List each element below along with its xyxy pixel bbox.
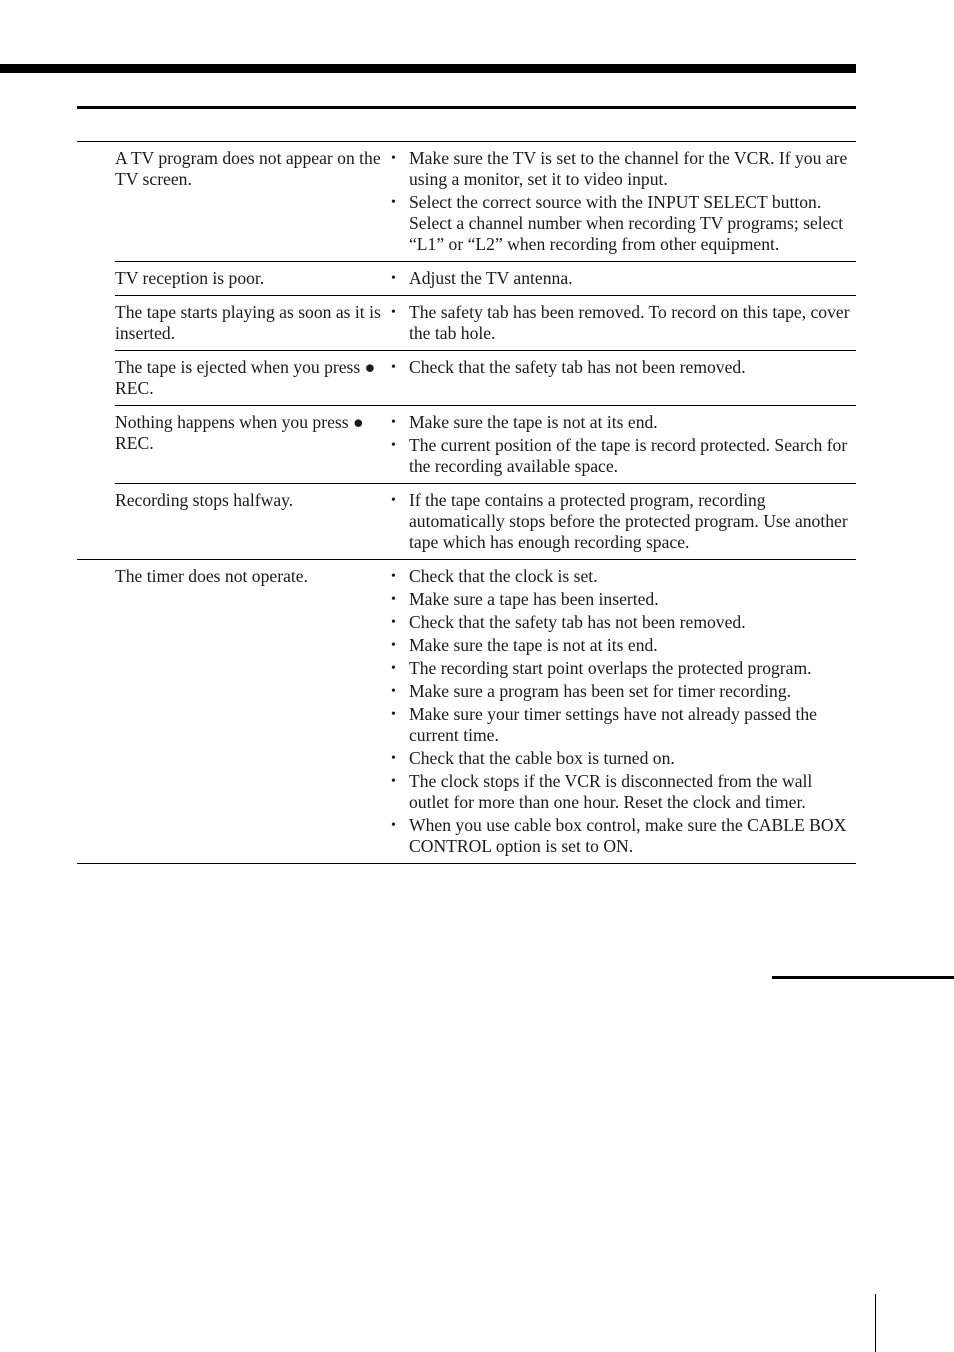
symptom-text: The tape starts playing as soon as it is inserted. — [115, 295, 391, 350]
bullet-icon: • — [391, 707, 396, 722]
remedy-text: Adjust the TV antenna. — [409, 268, 573, 288]
remedy-text: The safety tab has been removed. To record on this tape, cover the tab hole. — [409, 302, 850, 343]
remedy-text: The clock stops if the VCR is disconnected from the wall outlet for more than one hour. Reset the clock and timer. — [409, 771, 813, 812]
remedy-list — [391, 268, 856, 289]
remedy-text: Make sure a program has been set for timer recording. — [409, 681, 792, 701]
remedy-item — [391, 566, 856, 587]
remedy-text: If the tape contains a protected program, recording automatically stops before the protected program. Use another tape which has enough recording space. — [409, 490, 848, 552]
table-row — [77, 261, 856, 295]
bullet-icon: • — [391, 360, 396, 375]
remedy-list — [391, 148, 856, 255]
remedy-list — [391, 490, 856, 553]
bullet-icon: • — [391, 271, 396, 286]
remedy-item — [391, 302, 856, 344]
remedy-cell — [391, 261, 856, 295]
remedy-item — [391, 704, 856, 746]
bullet-icon: • — [391, 592, 396, 607]
remedy-text: Make sure the tape is not at its end. — [409, 412, 658, 432]
bullet-icon: • — [391, 684, 396, 699]
symptom-text: The timer does not operate. — [115, 566, 308, 586]
section-end-rule — [772, 976, 954, 979]
remedy-item — [391, 681, 856, 702]
remedy-text: When you use cable box control, make sure the CABLE BOX CONTROL option is set to ON. — [409, 815, 847, 856]
bullet-icon: • — [391, 195, 396, 210]
symptom-text: TV reception is poor. — [115, 261, 391, 295]
table-row — [77, 295, 856, 350]
bullet-icon: • — [391, 569, 396, 584]
symptom-text: Nothing happens when you press ● REC. — [115, 405, 391, 483]
remedy-item — [391, 815, 856, 857]
bullet-icon: • — [391, 415, 396, 430]
header-thick-rule — [0, 64, 856, 73]
remedy-cell — [391, 350, 856, 405]
symptom-text: The tape is ejected when you press ● REC. — [115, 350, 391, 405]
remedy-cell — [391, 483, 856, 559]
bullet-icon: • — [391, 305, 396, 320]
remedy-item — [391, 612, 856, 633]
remedy-item — [391, 635, 856, 656]
remedy-list — [391, 357, 856, 378]
remedy-list — [391, 412, 856, 477]
bullet-icon: • — [391, 818, 396, 833]
table-section — [77, 141, 856, 559]
bullet-icon: • — [391, 661, 396, 676]
remedy-text: Check that the cable box is turned on. — [409, 748, 675, 768]
remedy-item — [391, 771, 856, 813]
bullet-icon: • — [391, 493, 396, 508]
symptom-text: A TV program does not appear on the TV screen. — [115, 148, 381, 189]
table-section — [77, 559, 856, 864]
remedy-cell — [391, 560, 856, 863]
remedy-text: Check that the safety tab has not been removed. — [409, 357, 746, 377]
header-thin-rule — [77, 106, 856, 109]
remedy-item — [391, 748, 856, 769]
table-row — [77, 142, 856, 261]
remedy-text: Make sure the tape is not at its end. — [409, 635, 658, 655]
bullet-icon: • — [391, 751, 396, 766]
remedy-cell — [391, 295, 856, 350]
remedy-text: The recording start point overlaps the protected program. — [409, 658, 812, 678]
remedy-item — [391, 435, 856, 477]
table-row — [77, 405, 856, 483]
remedy-text: Check that the safety tab has not been removed. — [409, 612, 746, 632]
remedy-text: Make sure the TV is set to the channel for the VCR. If you are using a monitor, set it to video input. — [409, 148, 848, 189]
page-edge-rule — [875, 1294, 876, 1352]
remedy-text: Select the correct source with the INPUT SELECT button. Select a channel number when recording TV programs; select “L1” or “L2” when recording from other equipment. — [409, 192, 844, 254]
remedy-text: Make sure a tape has been inserted. — [409, 589, 659, 609]
remedy-text: Make sure your timer settings have not already passed the current time. — [409, 704, 817, 745]
symptom-text: Recording stops halfway. — [115, 483, 391, 559]
bullet-icon: • — [391, 774, 396, 789]
remedy-cell — [391, 405, 856, 483]
troubleshooting-table — [77, 141, 856, 864]
table-row — [77, 350, 856, 405]
table-row — [77, 560, 856, 863]
remedy-list — [391, 302, 856, 344]
remedy-item — [391, 490, 856, 553]
remedy-item — [391, 412, 856, 433]
bullet-icon: • — [391, 638, 396, 653]
remedy-list — [391, 566, 856, 857]
bullet-icon: • — [391, 151, 396, 166]
remedy-item — [391, 658, 856, 679]
bullet-icon: • — [391, 438, 396, 453]
remedy-item — [391, 192, 856, 255]
remedy-item — [391, 148, 856, 190]
remedy-cell — [391, 142, 856, 261]
table-row — [77, 483, 856, 559]
remedy-item — [391, 357, 856, 378]
remedy-item — [391, 268, 856, 289]
remedy-item — [391, 589, 856, 610]
remedy-text: The current position of the tape is record protected. Search for the recording available space. — [409, 435, 848, 476]
remedy-text: Check that the clock is set. — [409, 566, 598, 586]
bullet-icon: • — [391, 615, 396, 630]
